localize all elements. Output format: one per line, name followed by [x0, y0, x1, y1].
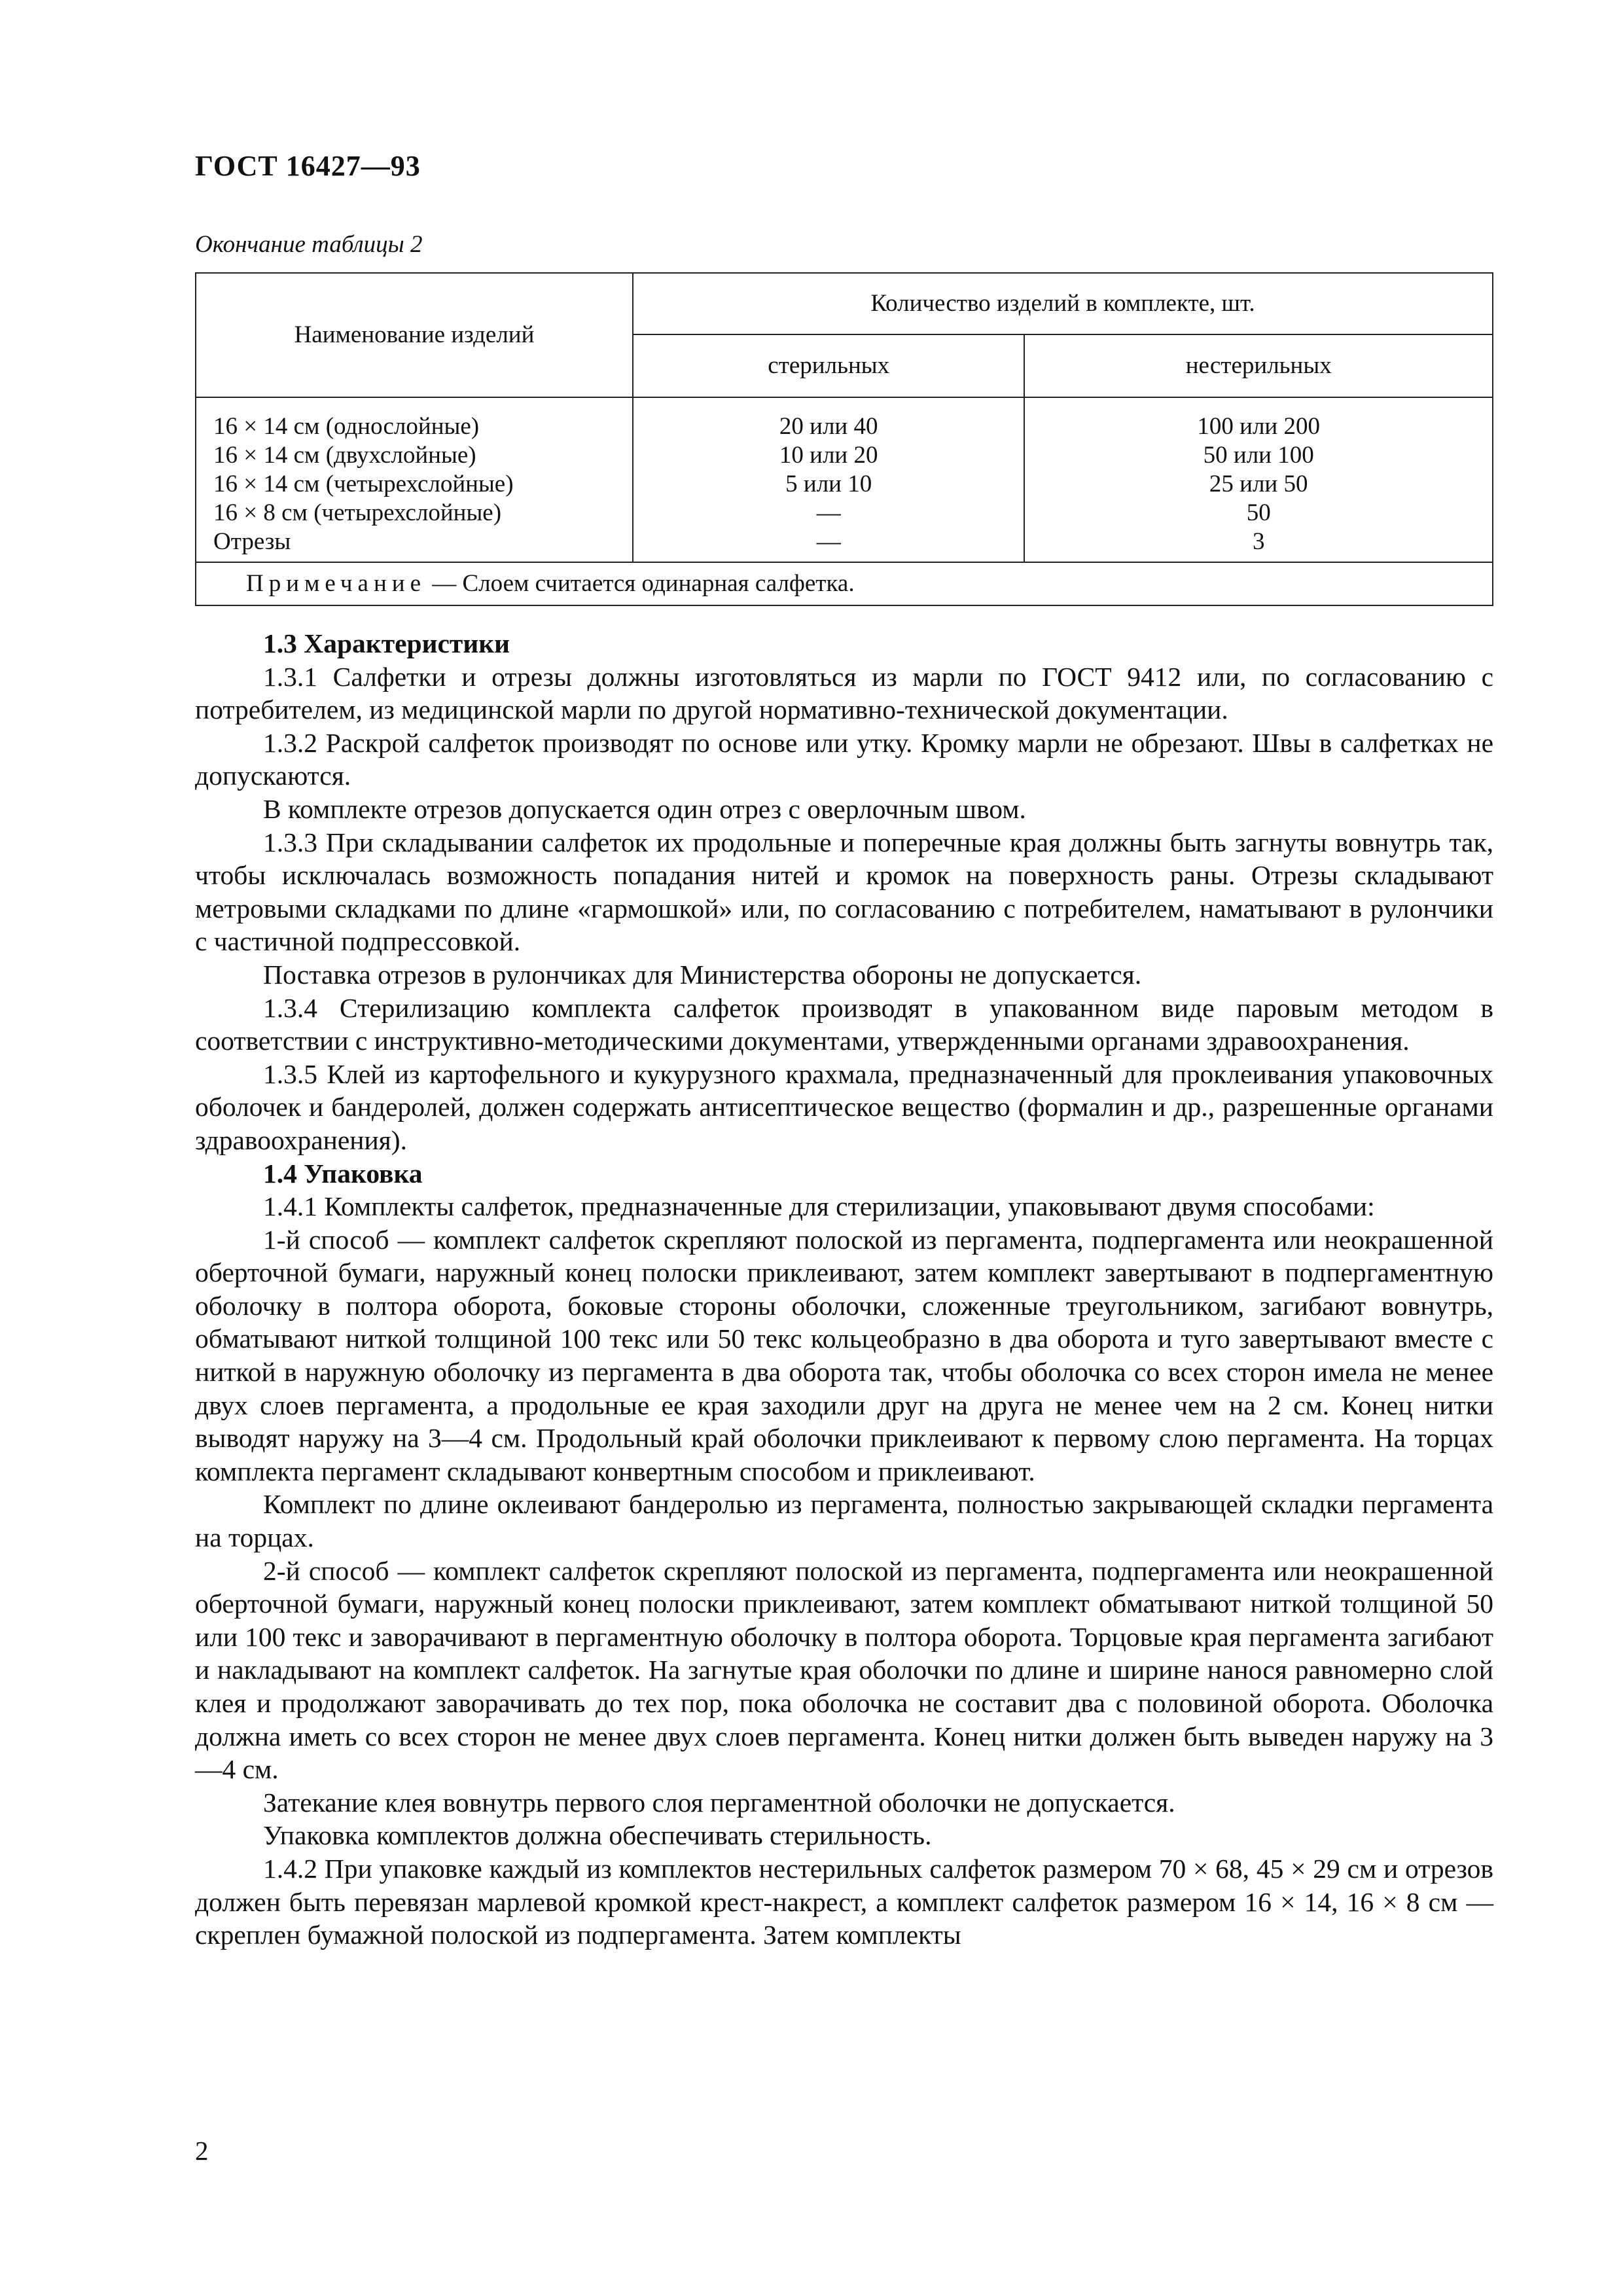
sterile-column — [633, 397, 1024, 562]
document-header: ГОСТ 16427—93 — [195, 150, 421, 182]
paragraph: 1.3.4 Стерилизацию комплекта салфеток производят в упакованном виде паровым методом в соответствии с инструктивно-методическими документами, утвержденными органами здравоохранения. — [195, 992, 1493, 1056]
table-cell: 16 × 8 см (четырехслойные) — [213, 499, 502, 526]
header-product-name: Наименование изделий — [196, 273, 633, 397]
table-cell: 20 или 40 — [779, 413, 878, 440]
table-cell: 16 × 14 см (двухслойные) — [213, 442, 476, 469]
paragraph: 1.3.5 Клей из картофельного и кукурузного крахмала, предназначенный для проклеивания упаковочных оболочек и бандеролей, должен содержать антисептическое вещество (формалин и др., разрешенные органами здравоохранения). — [195, 1058, 1493, 1155]
table-cell: 100 или 200 — [1197, 413, 1320, 440]
paragraph: В комплекте отрезов допускается один отрез с оверлочным швом. — [263, 793, 1026, 824]
product-table — [195, 272, 1493, 606]
table-cell: 16 × 14 см (четырехслойные) — [213, 471, 514, 497]
paragraph: Комплект по длине оклеивают бандеролью из пергамента, полностью закрывающей складки пергамента на торцах. — [195, 1489, 1493, 1553]
header-sterile: стерильных — [633, 334, 1024, 397]
paragraph: 1.3.3 При складывании салфеток их продольные и поперечные края должны быть загнуты вовнутрь так, чтобы исключалась возможность попадания нитей и кромок на поверхность раны. Отрезы складывают метровыми складками по длине «гармошкой» или, по согласованию с потребителем, наматывают в рулончики с частичной подпрессовкой. — [195, 827, 1493, 957]
table-cell: 3 — [1252, 528, 1265, 555]
table-caption: Окончание таблицы 2 — [195, 231, 423, 258]
header-quantity: Количество изделий в комплекте, шт. — [633, 273, 1493, 334]
header-nonsterile: нестерильных — [1024, 334, 1493, 397]
paragraph: 2-й способ — комплект салфеток скрепляют полоской из пергамента, подпергамента или неокрашенной оберточной бумаги, наружный конец полоски приклеивают, затем комплект обматывают ниткой толщиной 50 или 100 текс и заворачивают в пергаментную оболочку в полтора оборота. Торцовые края пергамента загибают и накладывают на комплект салфеток. На загнутые края оболочки по длине и ширине нанося равномерно слой клея и продолжают заворачивать до тех пор, пока оболочка не составит два с половиной оборота. Оболочка должна иметь со всех сторон не менее двух слоев пергамента. Конец нитки должен быть выведен наружу на 3—4 см. — [195, 1555, 1493, 1785]
paragraph: 1.4.2 При упаковке каждый из комплектов нестерильных салфеток размером 70 × 68, 45 × 29 см и отрезов должен быть перевязан марлевой кромкой крест-накрест, а комплект салфеток размером 16 × 14, 16 × 8 см — скреплен бумажной полоской из подпергамента. Затем комплекты — [195, 1853, 1493, 1950]
table-cell: 5 или 10 — [785, 471, 872, 497]
table-cell: 16 × 14 см (однослойные) — [213, 413, 480, 440]
table-cell: 50 — [1246, 499, 1271, 526]
note-label: Примечание — [246, 570, 426, 597]
table-cell: 50 или 100 — [1203, 442, 1314, 469]
table-cell: — — [816, 499, 841, 526]
paragraph: Поставка отрезов в рулончиках для Министерства обороны не допускается. — [263, 959, 1142, 990]
section-heading: 1.4 Упаковка — [263, 1158, 423, 1189]
name-column — [196, 397, 633, 562]
paragraph: Затекание клея вовнутрь первого слоя пергаментной оболочки не допускается. — [263, 1787, 1175, 1818]
paragraph: Упаковка комплектов должна обеспечивать стерильность. — [263, 1820, 932, 1851]
paragraph: 1.3.1 Салфетки и отрезы должны изготовляться из марли по ГОСТ 9412 или, по согласованию с потребителем, из медицинской марли по другой нормативно-технической документации. — [195, 661, 1493, 725]
nonsterile-column — [1024, 397, 1493, 562]
page-number: 2 — [195, 2136, 209, 2166]
table-body — [196, 397, 1493, 562]
table-cell: Отрезы — [213, 528, 291, 555]
table-note — [196, 562, 1493, 605]
paragraph: 1.4.1 Комплекты салфеток, предназначенные для стерилизации, упаковывают двумя способами: — [263, 1191, 1375, 1222]
table-cell: 10 или 20 — [779, 442, 878, 469]
table-cell: 25 или 50 — [1209, 471, 1308, 497]
note-text: — Слоем считается одинарная салфетка. — [426, 570, 855, 597]
section-heading: 1.3 Характеристики — [263, 628, 510, 658]
paragraph: 1-й способ — комплект салфеток скрепляют полоской из пергамента, подпергамента или неокрашенной оберточной бумаги, наружный конец полоски приклеивают, затем комплект завертывают в подпергаментную оболочку в полтора оборота, боковые стороны оболочки, сложенные треугольником, загибают вовнутрь, обматывают ниткой толщиной 100 текс или 50 текс кольцеобразно в два оборота и туго завертывают вместе с ниткой в наружную оболочку из пергамента в два оборота так, чтобы оболочка со всех сторон имела не менее двух слоев пергамента, а продольные ее края заходили друг на друга не менее чем на 2 см. Конец нитки выводят наружу на 3—4 см. Продольный край оболочки приклеивают к первому слою пергамента. На торцах комплекта пергамент складывают конвертным способом и приклеивают. — [195, 1224, 1493, 1486]
paragraph: 1.3.2 Раскрой салфеток производят по основе или утку. Кромку марли не обрезают. Швы в салфетках не допускаются. — [195, 727, 1493, 791]
document-body — [195, 627, 1493, 1952]
table-cell: — — [816, 528, 841, 555]
